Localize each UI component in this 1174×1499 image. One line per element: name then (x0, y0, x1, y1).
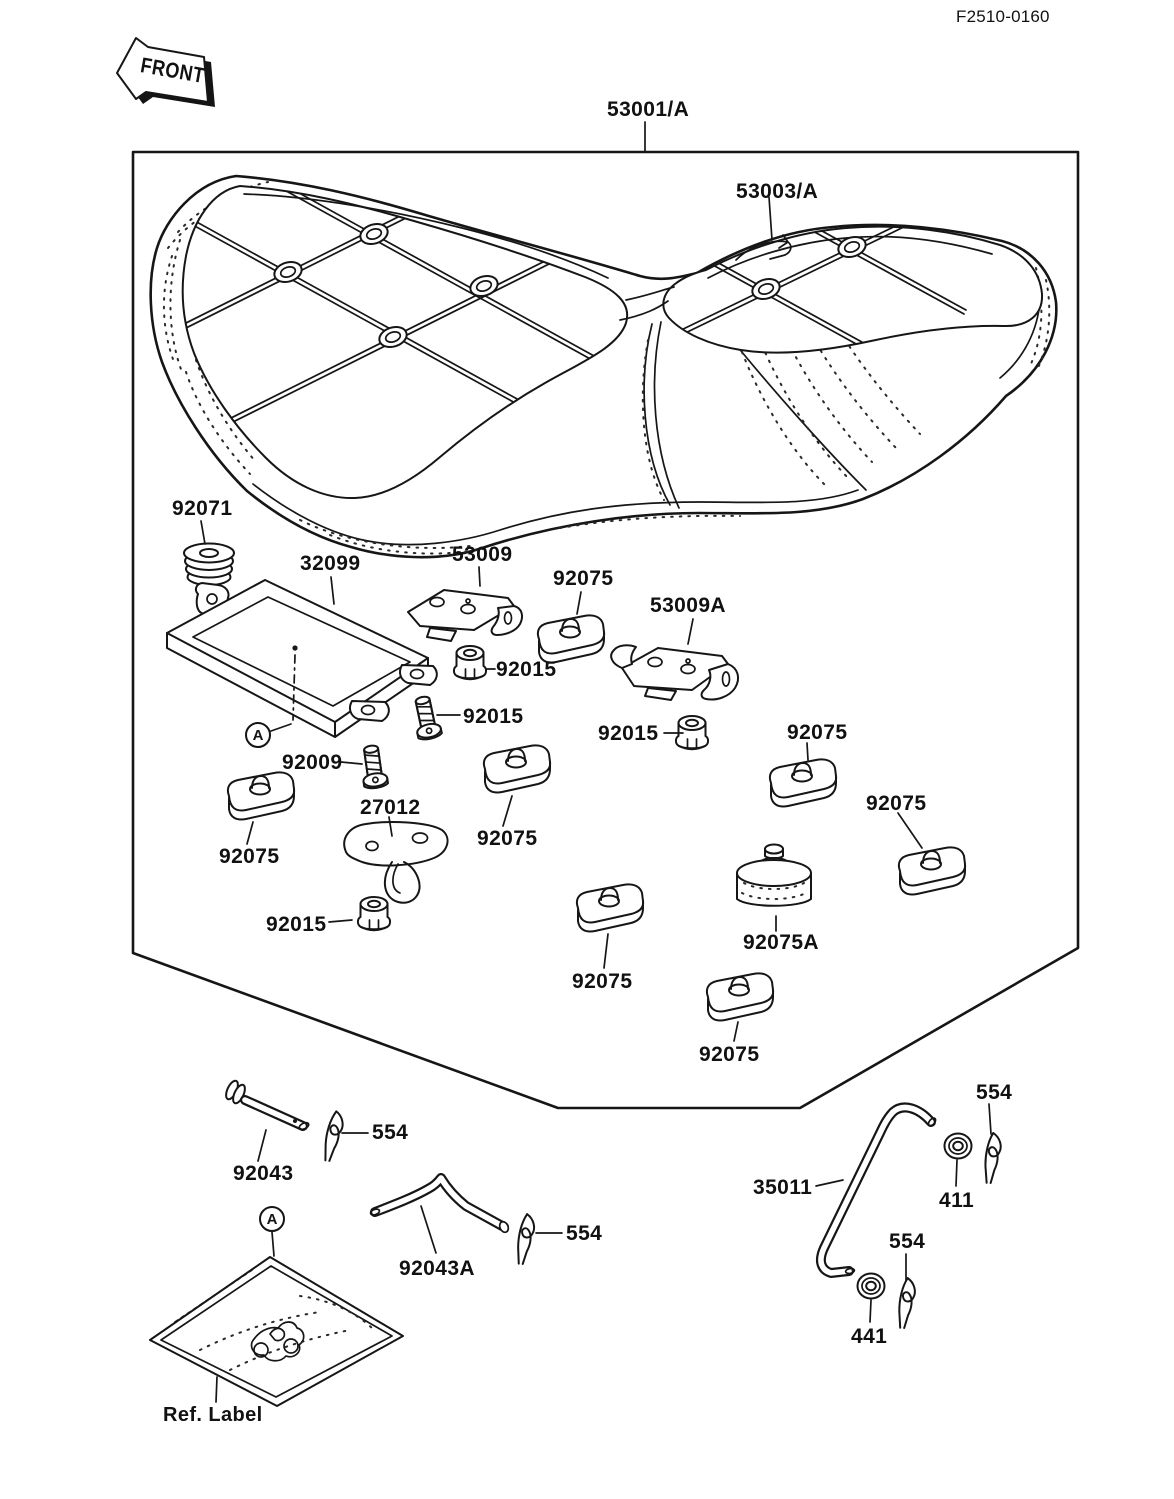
callout-ref-label: Ref. Label (163, 1404, 263, 1426)
bracket-53009-drawing (408, 590, 522, 641)
callout-nut-2: 92015 (463, 705, 524, 728)
hook-27012-drawing (344, 822, 447, 903)
callout-damper-a: 92075A (743, 931, 819, 954)
callout-clip-1: 554 (372, 1121, 409, 1144)
callout-pin: 92043 (233, 1162, 294, 1185)
seat-drawing (97, 130, 1056, 557)
detail-marker-a-1: A (245, 722, 271, 748)
damper-92075a-drawing (737, 845, 811, 906)
callout-damper-3: 92075 (866, 792, 927, 815)
callout-bracket-a: 53009A (650, 594, 726, 617)
callout-washer: 441 (851, 1325, 888, 1348)
figure-code: F2510-0160 (956, 7, 1050, 26)
detail-marker-a-2: A (259, 1206, 285, 1232)
callout-nut-4: 92015 (266, 913, 327, 936)
callout-damper-1: 92075 (553, 567, 614, 590)
callout-hook: 27012 (360, 796, 421, 819)
front-arrow-label: FRONT (138, 53, 207, 88)
pin-92043-drawing (224, 1079, 310, 1131)
callout-seat-hook: 35011 (753, 1176, 813, 1199)
callout-screw: 92009 (282, 751, 343, 774)
callout-damper-6: 92075 (572, 970, 633, 993)
callout-clip-3: 554 (976, 1081, 1013, 1104)
callout-nut-1: 92015 (496, 658, 557, 681)
callout-damper-4: 92075 (477, 827, 538, 850)
callout-clip-2: 554 (566, 1222, 603, 1245)
callout-pin-a: 92043A (399, 1257, 475, 1280)
callout-tray: 32099 (300, 552, 361, 575)
pin-92043a-drawing (370, 1178, 510, 1234)
washer-411-drawing (945, 1134, 972, 1159)
callout-seat-cover: 53003/A (736, 180, 819, 203)
callout-damper-5: 92075 (219, 845, 280, 868)
callout-nut-3: 92015 (598, 722, 659, 745)
callout-washer-small: 411 (939, 1189, 975, 1212)
callout-seat-assembly: 53001/A (607, 98, 690, 121)
bracket-53009a-drawing (611, 645, 738, 700)
washer-441-drawing (858, 1274, 885, 1299)
callout-grommet: 92071 (172, 497, 233, 520)
ref-label-sheet-drawing (150, 1257, 403, 1406)
callout-clip-4: 554 (889, 1230, 926, 1253)
callout-damper-7: 92075 (699, 1043, 760, 1066)
callout-damper-2: 92075 (787, 721, 848, 744)
callout-bracket: 53009 (452, 543, 513, 566)
